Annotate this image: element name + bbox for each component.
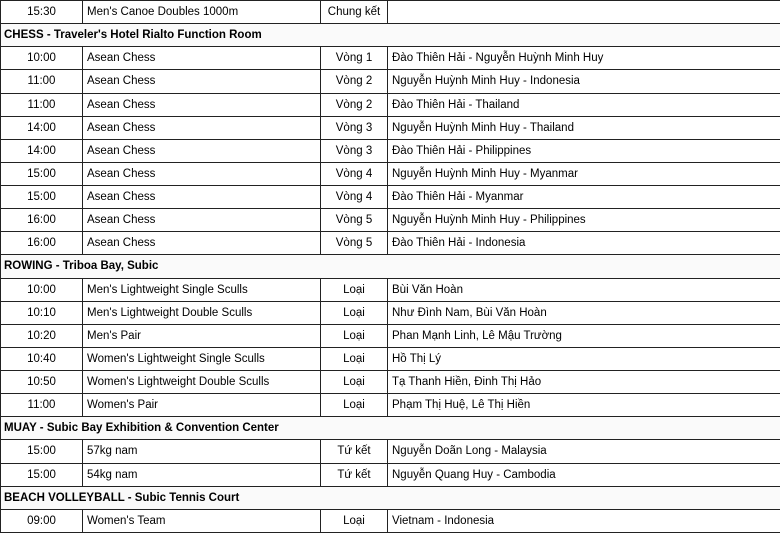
time-cell: 15:00 <box>1 463 83 486</box>
event-cell: Women's Lightweight Double Sculls <box>83 371 321 394</box>
round-cell: Vòng 2 <box>321 70 388 93</box>
time-cell: 10:50 <box>1 371 83 394</box>
time-cell: 15:00 <box>1 440 83 463</box>
event-cell: Women's Lightweight Single Sculls <box>83 347 321 370</box>
table-row <box>1 463 780 486</box>
round-cell: Vòng 5 <box>321 209 388 232</box>
event-cell: Asean Chess <box>83 232 321 255</box>
time-cell: 09:00 <box>1 509 83 532</box>
athletes-cell: Tạ Thanh Hiền, Đinh Thị Hảo <box>388 371 780 394</box>
round-cell: Vòng 5 <box>321 232 388 255</box>
athletes-cell: Đào Thiên Hải - Nguyễn Huỳnh Minh Huy <box>388 47 780 70</box>
time-cell: 11:00 <box>1 93 83 116</box>
event-cell: Asean Chess <box>83 93 321 116</box>
round-cell: Tứ kết <box>321 440 388 463</box>
table-row <box>1 1 780 24</box>
athletes-cell: Hồ Thị Lý <box>388 347 780 370</box>
round-cell: Vòng 4 <box>321 186 388 209</box>
section-title: ROWING - Triboa Bay, Subic <box>1 255 780 278</box>
table-row <box>1 324 780 347</box>
athletes-cell: Nguyễn Quang Huy - Cambodia <box>388 463 780 486</box>
table-row <box>1 186 780 209</box>
event-cell: 57kg nam <box>83 440 321 463</box>
time-cell: 10:00 <box>1 47 83 70</box>
athletes-cell: Nguyễn Huỳnh Minh Huy - Indonesia <box>388 70 780 93</box>
round-cell: Vòng 3 <box>321 116 388 139</box>
round-cell: Vòng 1 <box>321 47 388 70</box>
table-row <box>1 70 780 93</box>
section-header-row <box>1 417 780 440</box>
event-cell: Men's Canoe Doubles 1000m <box>83 1 321 24</box>
time-cell: 10:00 <box>1 278 83 301</box>
table-row <box>1 440 780 463</box>
round-cell: Loại <box>321 371 388 394</box>
event-cell: Asean Chess <box>83 70 321 93</box>
section-header-row <box>1 255 780 278</box>
table-row <box>1 139 780 162</box>
section-header-row <box>1 486 780 509</box>
table-row <box>1 232 780 255</box>
athletes-cell: Đào Thiên Hải - Philippines <box>388 139 780 162</box>
time-cell: 15:00 <box>1 162 83 185</box>
athletes-cell: Đào Thiên Hải - Thailand <box>388 93 780 116</box>
time-cell: 10:40 <box>1 347 83 370</box>
athletes-cell: Bùi Văn Hoàn <box>388 278 780 301</box>
time-cell: 10:10 <box>1 301 83 324</box>
section-header-row <box>1 24 780 47</box>
section-title: BEACH VOLLEYBALL - Subic Tennis Court <box>1 486 780 509</box>
time-cell: 10:20 <box>1 324 83 347</box>
time-cell: 14:00 <box>1 116 83 139</box>
event-cell: 54kg nam <box>83 463 321 486</box>
athletes-cell: Nguyễn Huỳnh Minh Huy - Myanmar <box>388 162 780 185</box>
athletes-cell: Vietnam - Indonesia <box>388 509 780 532</box>
athletes-cell: Phạm Thị Huệ, Lê Thị Hiền <box>388 394 780 417</box>
event-cell: Asean Chess <box>83 139 321 162</box>
athletes-cell: Như Đình Nam, Bùi Văn Hoàn <box>388 301 780 324</box>
athletes-cell <box>388 1 780 24</box>
event-cell: Asean Chess <box>83 47 321 70</box>
event-cell: Women's Team <box>83 509 321 532</box>
round-cell: Loại <box>321 278 388 301</box>
event-cell: Asean Chess <box>83 186 321 209</box>
time-cell: 14:00 <box>1 139 83 162</box>
event-cell: Men's Pair <box>83 324 321 347</box>
event-cell: Asean Chess <box>83 209 321 232</box>
round-cell: Loại <box>321 324 388 347</box>
athletes-cell: Phan Mạnh Linh, Lê Mậu Trường <box>388 324 780 347</box>
schedule-body <box>1 1 780 533</box>
event-cell: Men's Lightweight Single Sculls <box>83 278 321 301</box>
event-cell: Men's Lightweight Double Sculls <box>83 301 321 324</box>
time-cell: 16:00 <box>1 209 83 232</box>
event-cell: Women's Pair <box>83 394 321 417</box>
table-row <box>1 209 780 232</box>
round-cell: Vòng 4 <box>321 162 388 185</box>
round-cell: Loại <box>321 301 388 324</box>
table-row <box>1 371 780 394</box>
section-title: MUAY - Subic Bay Exhibition & Convention Center <box>1 417 780 440</box>
table-row <box>1 509 780 532</box>
round-cell: Vòng 2 <box>321 93 388 116</box>
athletes-cell: Đào Thiên Hải - Myanmar <box>388 186 780 209</box>
round-cell: Vòng 3 <box>321 139 388 162</box>
time-cell: 16:00 <box>1 232 83 255</box>
table-row <box>1 347 780 370</box>
table-row <box>1 394 780 417</box>
table-row <box>1 93 780 116</box>
time-cell: 11:00 <box>1 394 83 417</box>
table-row <box>1 278 780 301</box>
round-cell: Loại <box>321 509 388 532</box>
event-cell: Asean Chess <box>83 162 321 185</box>
athletes-cell: Nguyễn Huỳnh Minh Huy - Philippines <box>388 209 780 232</box>
round-cell: Chung kết <box>321 1 388 24</box>
round-cell: Loại <box>321 347 388 370</box>
time-cell: 15:00 <box>1 186 83 209</box>
time-cell: 15:30 <box>1 1 83 24</box>
athletes-cell: Đào Thiên Hải - Indonesia <box>388 232 780 255</box>
athletes-cell: Nguyễn Huỳnh Minh Huy - Thailand <box>388 116 780 139</box>
athletes-cell: Nguyễn Doãn Long - Malaysia <box>388 440 780 463</box>
table-row <box>1 301 780 324</box>
round-cell: Loại <box>321 394 388 417</box>
table-row <box>1 116 780 139</box>
round-cell: Tứ kết <box>321 463 388 486</box>
event-cell: Asean Chess <box>83 116 321 139</box>
section-title: CHESS - Traveler's Hotel Rialto Function Room <box>1 24 780 47</box>
table-row <box>1 47 780 70</box>
table-row <box>1 162 780 185</box>
time-cell: 11:00 <box>1 70 83 93</box>
